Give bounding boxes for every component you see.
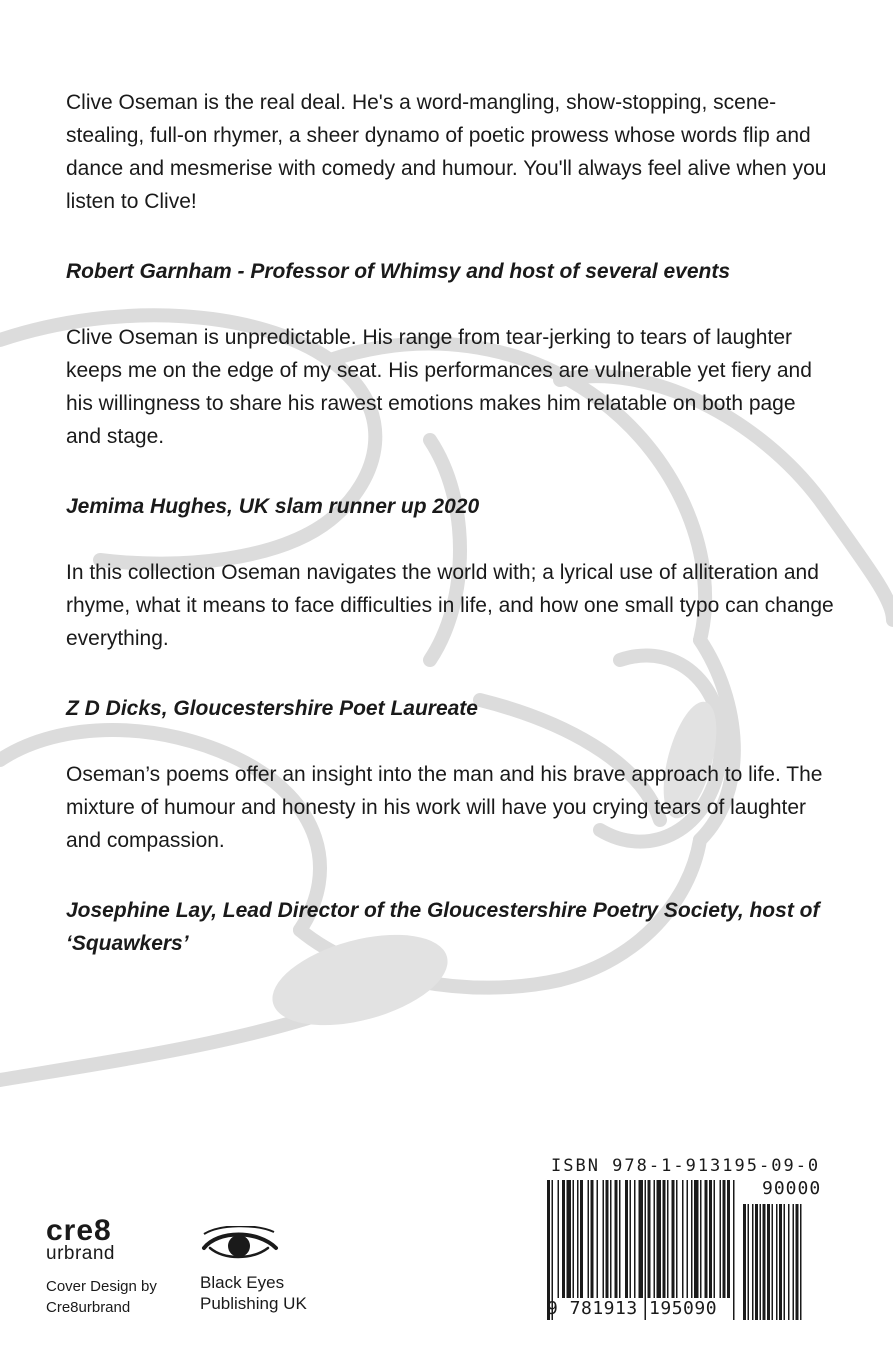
isbn-text: ISBN 978-1-913195-09-0: [551, 1156, 821, 1176]
barcode-bar: [619, 1180, 621, 1298]
barcode-addon-bar: [755, 1204, 758, 1320]
barcode-ean-digits: 9 781913 195090: [547, 1298, 718, 1319]
barcode-bar: [705, 1180, 708, 1298]
barcode-bar: [591, 1180, 594, 1298]
barcode-addon-bar: [779, 1204, 782, 1320]
barcode-addon-bar: [784, 1204, 786, 1320]
barcode-bar: [577, 1180, 579, 1298]
barcode-bar: [657, 1180, 662, 1298]
barcode-bar: [580, 1180, 583, 1298]
barcode-bar: [562, 1180, 565, 1298]
barcode-bar: [654, 1180, 656, 1298]
barcode-bar: [682, 1180, 684, 1298]
barcode-addon-bar: [772, 1204, 774, 1320]
barcode-bar: [610, 1180, 612, 1298]
barcode-bar: [694, 1180, 699, 1298]
barcode-addon-bar: [793, 1204, 795, 1320]
testimonial-quote: Clive Oseman is the real deal. He's a word-mangling, show-stopping, scene-stealing, full-on rhymer, a sheer dynamo of poetic prowess whose words flip and dance and mesmerise with comedy and humour. You'll always feel alive when you listen to Clive!: [66, 91, 827, 213]
barcode-addon-digits: 90000: [762, 1178, 822, 1199]
barcode-bar: [676, 1180, 678, 1298]
testimonial-attribution: Robert Garnham - Professor of Whimsy and host of several events: [66, 260, 730, 283]
barcode-addon-bar: [796, 1204, 799, 1320]
barcode-bar: [733, 1180, 735, 1320]
barcode-bar: [606, 1180, 609, 1298]
barcode-addon-bar: [788, 1204, 790, 1320]
isbn-barcode: [545, 1180, 840, 1350]
testimonials-section: [66, 86, 836, 960]
testimonial-quote: In this collection Oseman navigates the world with; a lyrical use of alliteration and rhyme, what it means to face difficulties in life, and how one small typo can change everything.: [66, 561, 834, 650]
back-cover-footer: [0, 1150, 893, 1360]
publisher-name: Black Eyes Publishing UK: [200, 1273, 307, 1313]
designer-logo-top: cre8: [46, 1214, 112, 1247]
barcode-addon-bar: [748, 1204, 750, 1320]
barcode-addon-bar: [767, 1204, 770, 1320]
barcode-bar: [727, 1180, 730, 1298]
barcode-bar: [639, 1180, 644, 1298]
barcode-bar: [667, 1180, 669, 1298]
barcode-bar: [672, 1180, 675, 1298]
testimonial-4: [66, 758, 836, 960]
barcode-addon-bar: [800, 1204, 802, 1320]
designer-logo: [46, 1214, 146, 1264]
testimonial-attribution: Jemima Hughes, UK slam runner up 2020: [66, 495, 480, 518]
barcode-bar: [723, 1180, 726, 1298]
testimonial-2: [66, 321, 836, 523]
barcode-addon-bar: [743, 1204, 746, 1320]
testimonial-attribution: Josephine Lay, Lead Director of the Gloucestershire Poetry Society, host of ‘Squawkers’: [66, 899, 820, 955]
barcode-bar: [558, 1180, 560, 1298]
testimonial-1: [66, 86, 836, 288]
barcode-bar: [714, 1180, 716, 1298]
barcode-bar: [663, 1180, 666, 1298]
barcode-bar: [625, 1180, 628, 1298]
barcode-bar: [597, 1180, 599, 1298]
barcode-bar: [573, 1180, 575, 1298]
barcode-bar: [634, 1180, 636, 1298]
barcode-bar: [603, 1180, 605, 1298]
barcode-bar: [709, 1180, 712, 1298]
barcode-bar: [588, 1180, 590, 1298]
barcode-addon-bar: [752, 1204, 754, 1320]
testimonial-attribution: Z D Dicks, Gloucestershire Poet Laureate: [66, 697, 478, 720]
testimonial-3: [66, 556, 836, 725]
barcode-bar: [720, 1180, 722, 1298]
barcode-bar: [630, 1180, 632, 1298]
barcode-bar: [687, 1180, 689, 1298]
barcode-bar: [567, 1180, 572, 1298]
barcode-addon-bar: [760, 1204, 762, 1320]
eye-icon: [200, 1226, 280, 1266]
barcode-bar: [648, 1180, 651, 1298]
designer-logo-bottom: urbrand: [46, 1243, 115, 1264]
barcode-bar: [615, 1180, 618, 1298]
barcode-bar: [700, 1180, 702, 1298]
barcode-bar: [691, 1180, 693, 1298]
designer-credit: Cover Design by Cre8urbrand: [46, 1278, 157, 1316]
barcode-addon-bar: [776, 1204, 778, 1320]
testimonial-quote: Oseman’s poems offer an insight into the man and his brave approach to life. The mixture of humour and honesty in his work will have you crying tears of laughter and compassion.: [66, 763, 823, 852]
testimonial-quote: Clive Oseman is unpredictable. His range from tear-jerking to tears of laughter keeps me on the edge of my seat. His performances are vulnerable yet fiery and his willingness to share his rawest emotions makes him relatable on both page and stage.: [66, 326, 812, 448]
barcode-addon-bar: [763, 1204, 766, 1320]
